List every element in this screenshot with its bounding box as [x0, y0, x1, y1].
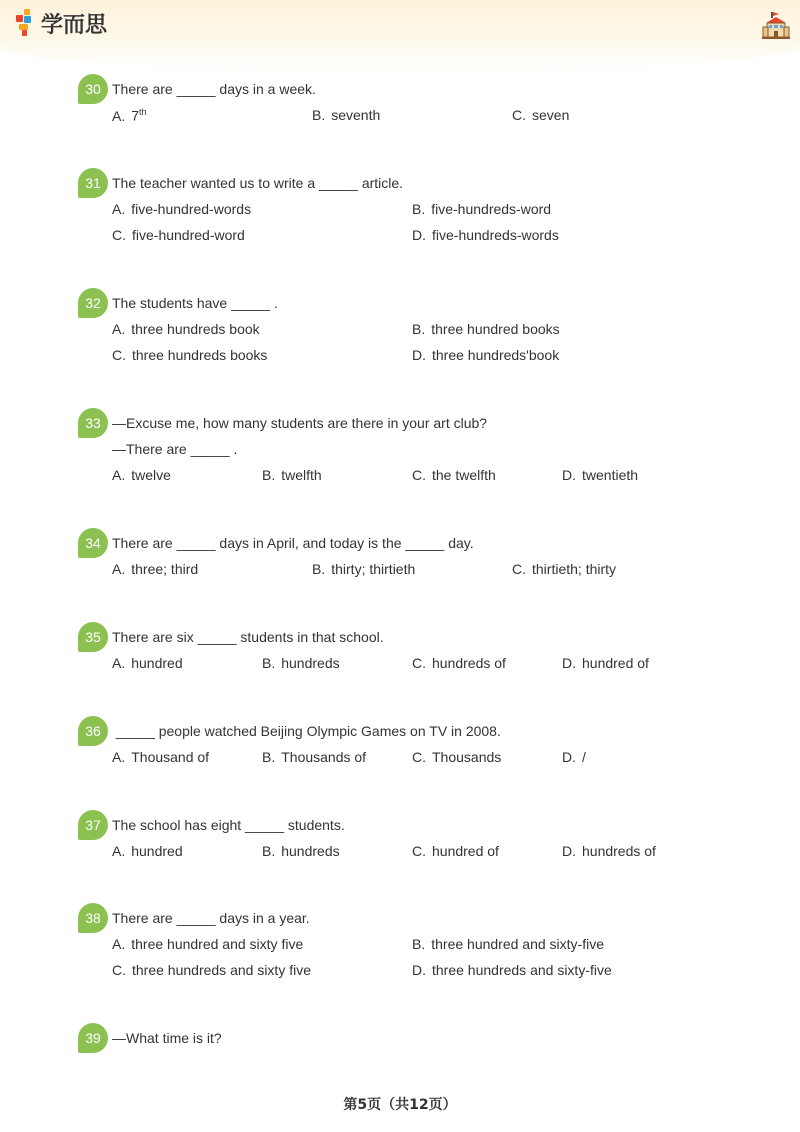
- option-text: three hundreds books: [132, 347, 268, 363]
- question-32: [78, 288, 738, 370]
- option-text: Thousands of: [281, 749, 367, 765]
- option-key: C.: [112, 227, 126, 243]
- question-number-badge: 38: [78, 903, 108, 933]
- question-31: [78, 168, 738, 250]
- option-key: C.: [412, 655, 426, 671]
- question-number-badge: 35: [78, 622, 108, 652]
- page-header: [0, 0, 800, 72]
- option-text: the twelfth: [432, 467, 496, 483]
- option-c[interactable]: [112, 347, 267, 363]
- question-stem: The students have _____ .: [112, 295, 278, 311]
- option-a[interactable]: [112, 321, 260, 337]
- option-key: C.: [112, 347, 126, 363]
- question-33: [78, 408, 738, 490]
- question-number-badge: 33: [78, 408, 108, 438]
- option-key: C.: [412, 467, 426, 483]
- question-stem-line-2: —There are _____ .: [112, 441, 238, 457]
- option-key: D.: [562, 749, 576, 765]
- option-a[interactable]: [112, 107, 147, 124]
- option-key: C.: [412, 749, 426, 765]
- option-b[interactable]: [262, 749, 366, 765]
- question-stem: —What time is it?: [112, 1030, 222, 1046]
- option-a[interactable]: [112, 467, 171, 483]
- option-key: D.: [562, 467, 576, 483]
- option-text: twelfth: [281, 467, 322, 483]
- question-37: [78, 810, 738, 866]
- option-key: A.: [112, 843, 126, 859]
- question-stem: There are _____ days in April, and today is the _____ day.: [112, 535, 474, 551]
- school-building-icon: [762, 11, 790, 39]
- option-d[interactable]: [412, 227, 559, 243]
- option-c[interactable]: [412, 467, 496, 483]
- option-key: C.: [512, 561, 526, 577]
- option-a[interactable]: [112, 561, 198, 577]
- option-b[interactable]: [262, 655, 340, 671]
- option-c[interactable]: [512, 107, 569, 123]
- option-key: D.: [412, 962, 426, 978]
- option-a[interactable]: [112, 201, 251, 217]
- option-text: hundred of: [582, 655, 649, 671]
- option-text: twentieth: [582, 467, 639, 483]
- option-text: three hundreds and sixty-five: [432, 962, 612, 978]
- option-b[interactable]: [412, 321, 560, 337]
- option-c[interactable]: [412, 843, 499, 859]
- option-b[interactable]: [262, 467, 322, 483]
- option-d[interactable]: [562, 467, 638, 483]
- option-key: A.: [112, 561, 126, 577]
- option-key: B.: [412, 201, 426, 217]
- question-stem: There are _____ days in a week.: [112, 81, 316, 97]
- question-stem: The school has eight _____ students.: [112, 817, 345, 833]
- brand-logo: [16, 8, 107, 38]
- option-text: three hundred books: [431, 321, 560, 337]
- question-number-badge: 37: [78, 810, 108, 840]
- brand-name: 学而思: [41, 12, 108, 38]
- option-text: hundreds of: [432, 655, 506, 671]
- option-text: hundreds: [281, 843, 340, 859]
- option-text: hundreds of: [582, 843, 656, 859]
- option-key: D.: [562, 843, 576, 859]
- option-key: A.: [112, 936, 126, 952]
- option-key: A.: [112, 321, 126, 337]
- option-b[interactable]: [412, 201, 551, 217]
- question-30: [78, 74, 738, 130]
- option-text: three hundreds book: [131, 321, 260, 337]
- question-number-badge: 39: [78, 1023, 108, 1053]
- option-text: three; third: [131, 561, 199, 577]
- option-key: A.: [112, 107, 126, 124]
- option-d[interactable]: [412, 347, 559, 363]
- option-text: hundred: [131, 843, 183, 859]
- option-key: B.: [262, 467, 276, 483]
- option-b[interactable]: [412, 936, 604, 952]
- option-d[interactable]: [562, 749, 586, 765]
- option-c[interactable]: [112, 227, 245, 243]
- option-key: C.: [412, 843, 426, 859]
- option-key: D.: [412, 347, 426, 363]
- question-stem: _____ people watched Beijing Olympic Games on TV in 2008.: [112, 723, 501, 739]
- option-c[interactable]: [412, 749, 501, 765]
- option-text-base: 7: [131, 107, 140, 124]
- option-text: five-hundreds-word: [431, 201, 552, 217]
- question-stem: There are _____ days in a year.: [112, 910, 310, 926]
- option-text: twelve: [131, 467, 171, 483]
- question-number-badge: 30: [78, 74, 108, 104]
- option-d[interactable]: [412, 962, 612, 978]
- option-text: thirty; thirtieth: [331, 561, 416, 577]
- option-text: three hundreds and sixty five: [132, 962, 311, 978]
- option-text-superscript: th: [139, 107, 147, 117]
- option-text: seventh: [331, 107, 381, 123]
- question-stem: The teacher wanted us to write a _____ article.: [112, 175, 404, 191]
- option-key: C.: [512, 107, 526, 123]
- question-38: [78, 903, 738, 985]
- option-key: B.: [312, 107, 326, 123]
- option-text: Thousand of: [131, 749, 210, 765]
- question-stem: There are six _____ students in that school.: [112, 629, 384, 645]
- option-d[interactable]: [562, 843, 656, 859]
- option-text: thirtieth; thirty: [532, 561, 617, 577]
- option-key: B.: [262, 749, 276, 765]
- option-key: B.: [412, 936, 426, 952]
- xueersi-logo-icon: [16, 8, 38, 38]
- option-b[interactable]: [312, 561, 415, 577]
- option-b[interactable]: [262, 843, 340, 859]
- option-key: B.: [262, 655, 276, 671]
- question-34: [78, 528, 738, 584]
- option-text: hundred of: [432, 843, 499, 859]
- question-number-badge: 36: [78, 716, 108, 746]
- page-number: 第5页（共12页）: [343, 1097, 457, 1113]
- option-key: A.: [112, 467, 126, 483]
- option-key: A.: [112, 749, 126, 765]
- option-a[interactable]: [112, 936, 303, 952]
- option-c[interactable]: [412, 655, 506, 671]
- option-key: A.: [112, 201, 126, 217]
- option-key: B.: [412, 321, 426, 337]
- option-key: D.: [412, 227, 426, 243]
- option-text: three hundred and sixty-five: [431, 936, 604, 952]
- option-text: five-hundred-words: [131, 201, 252, 217]
- option-d[interactable]: [562, 655, 649, 671]
- option-text: Thousands: [432, 749, 502, 765]
- question-stem: —Excuse me, how many students are there in your art club?: [112, 415, 488, 431]
- option-c[interactable]: [512, 561, 616, 577]
- option-text: hundred: [131, 655, 183, 671]
- option-key: C.: [112, 962, 126, 978]
- question-35: [78, 622, 738, 678]
- question-39: [78, 1023, 738, 1055]
- option-text: hundreds: [281, 655, 340, 671]
- option-a[interactable]: [112, 655, 183, 671]
- question-number-badge: 34: [78, 528, 108, 558]
- option-text: /: [582, 749, 586, 765]
- option-b[interactable]: [312, 107, 380, 123]
- option-key: A.: [112, 655, 126, 671]
- question-number-badge: 31: [78, 168, 108, 198]
- option-key: D.: [562, 655, 576, 671]
- option-text: three hundreds'book: [432, 347, 560, 363]
- option-key: B.: [262, 843, 276, 859]
- question-number-badge: 32: [78, 288, 108, 318]
- option-text: seven: [532, 107, 570, 123]
- option-key: B.: [312, 561, 326, 577]
- option-text: five-hundred-word: [132, 227, 245, 243]
- option-text: five-hundreds-words: [432, 227, 559, 243]
- question-36: [78, 716, 738, 772]
- option-text: three hundred and sixty five: [131, 936, 304, 952]
- option-a[interactable]: [112, 749, 209, 765]
- option-c[interactable]: [112, 962, 311, 978]
- option-a[interactable]: [112, 843, 183, 859]
